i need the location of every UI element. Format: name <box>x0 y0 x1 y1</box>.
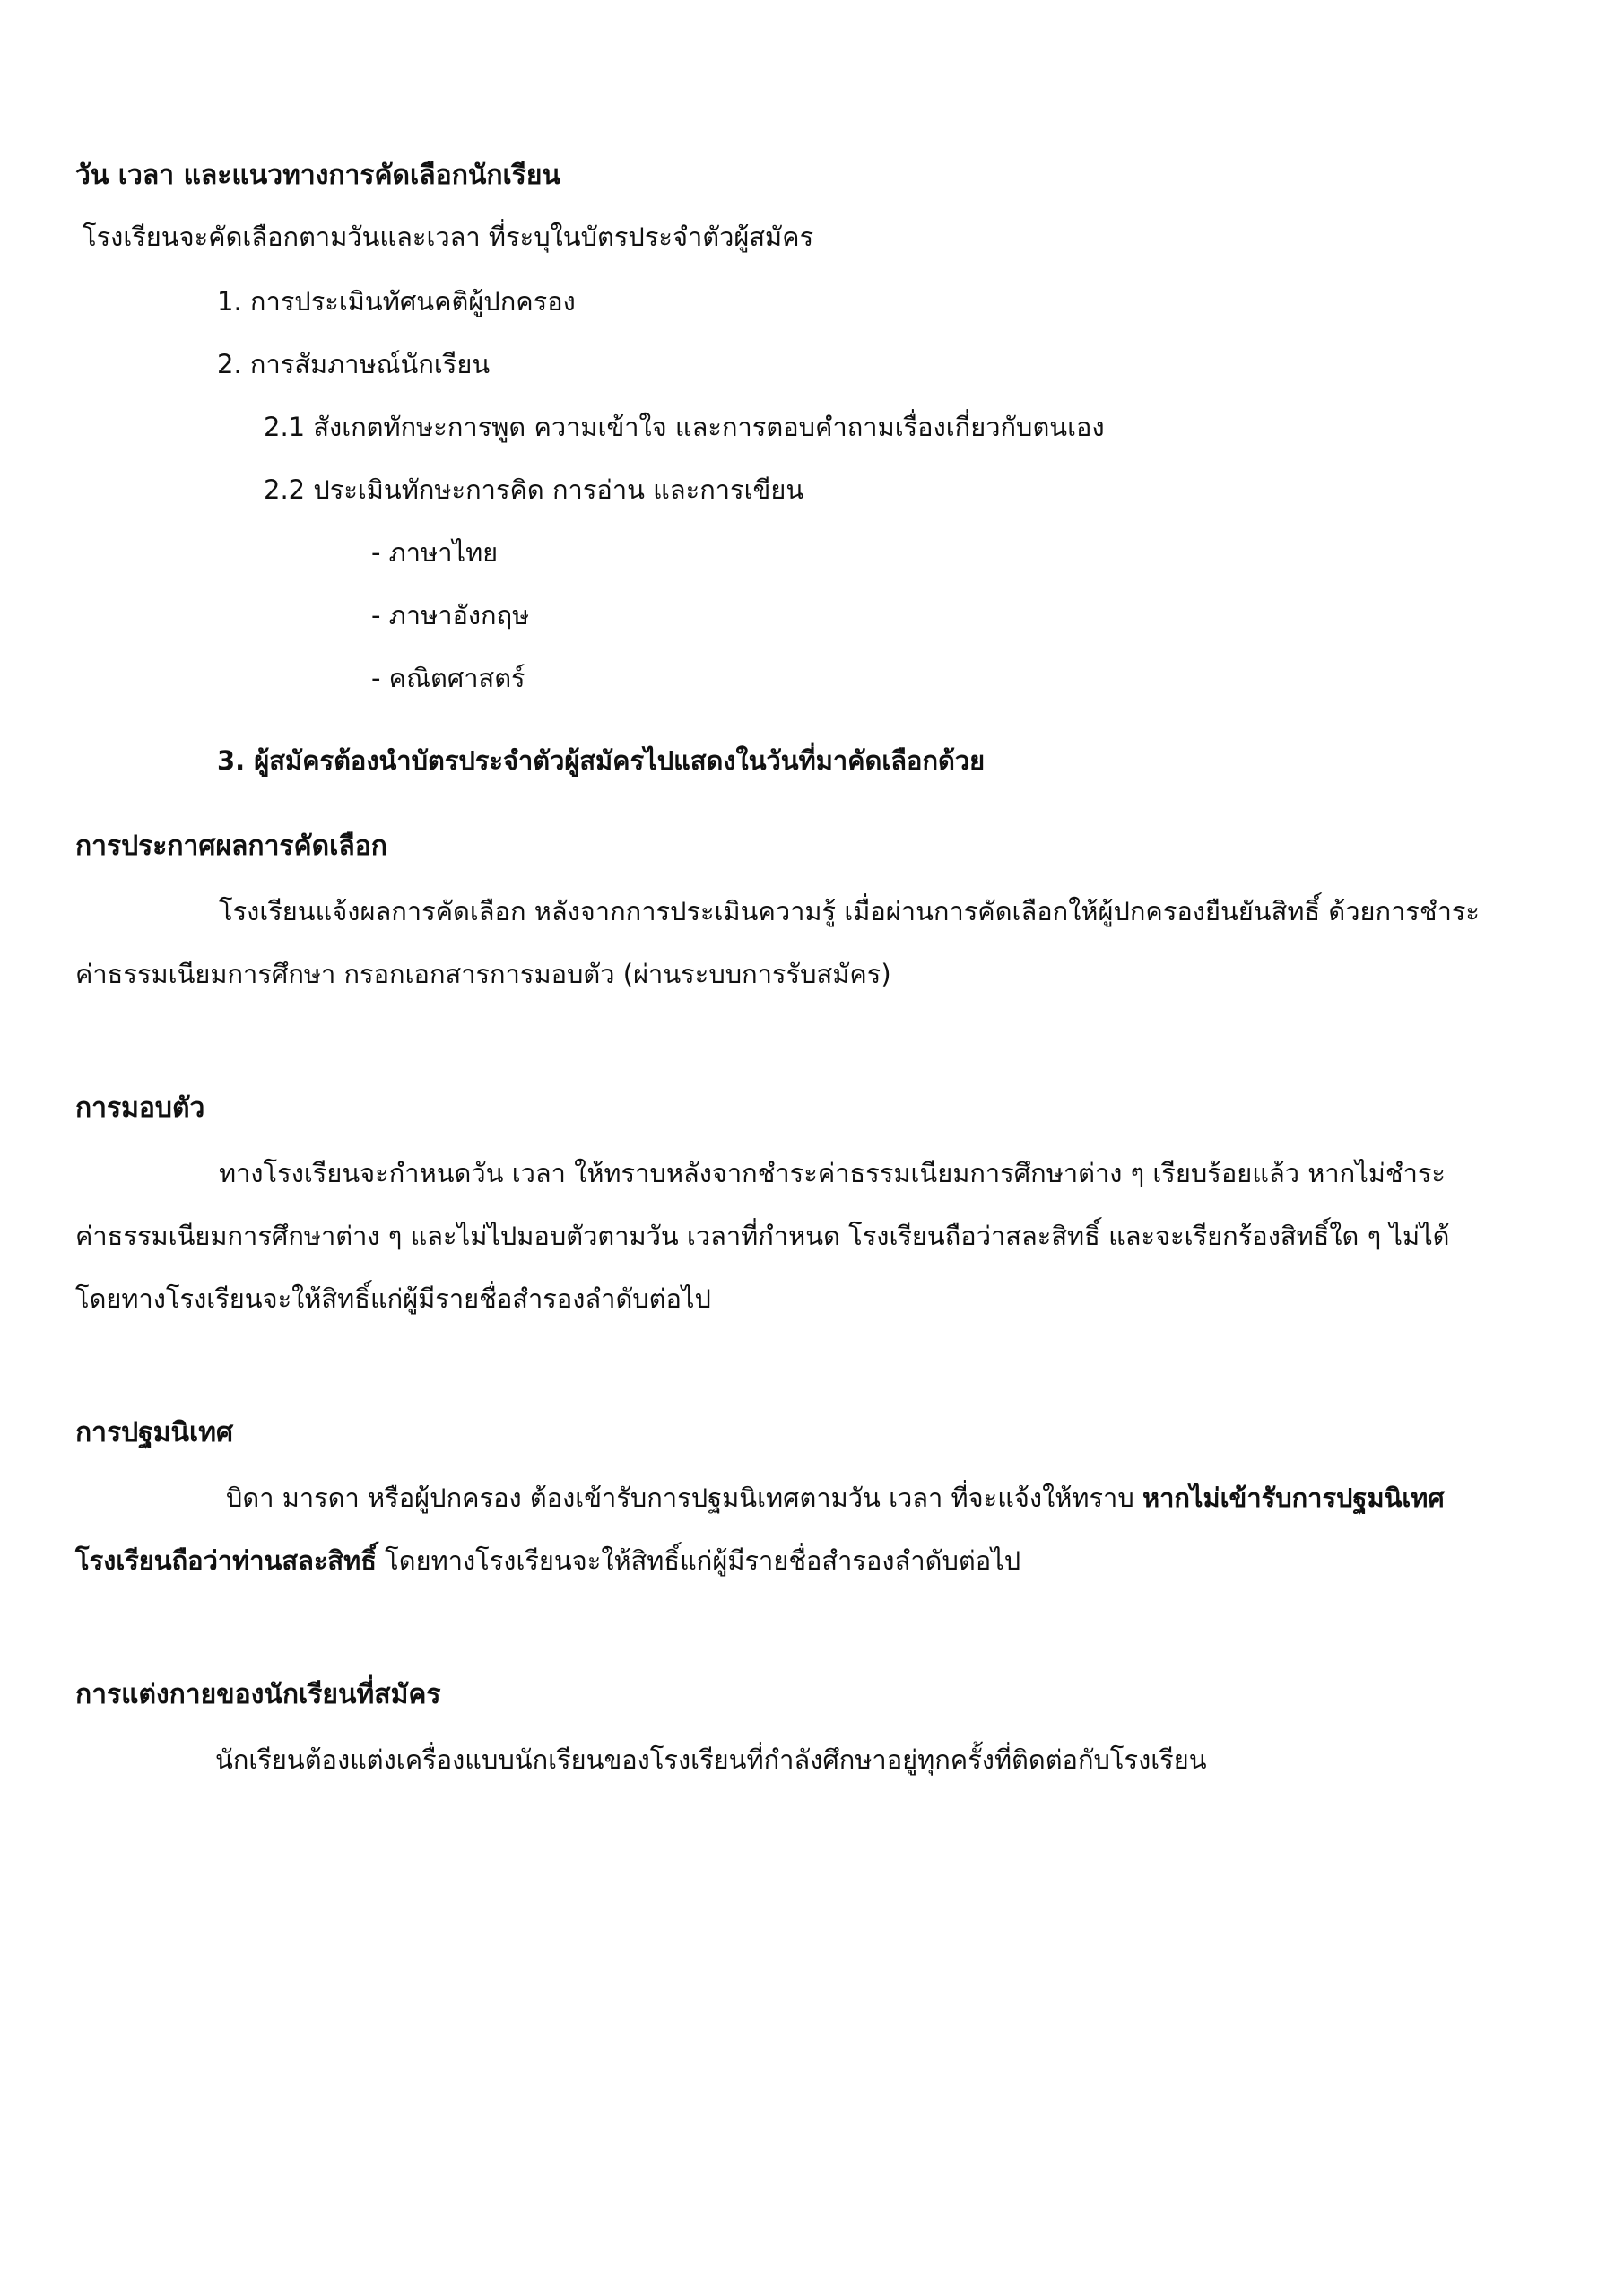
orientation-line-2 <box>75 1543 1020 1578</box>
subject-english: - ภาษาอังกฤษ <box>371 600 530 631</box>
announcement-line-1: โรงเรียนแจ้งผลการคัดเลือก หลังจากการประเมินความรู้ เมื่อผ่านการคัดเลือกให้ผู้ปกครองยืนยันสิทธิ์ ด้วยการชำระ <box>219 896 1481 926</box>
enrollment-heading: การมอบตัว <box>75 1092 205 1124</box>
enrollment-line-3: โดยทางโรงเรียนจะให้สิทธิ์แก่ผู้มีรายชื่อสำรองลำดับต่อไป <box>75 1283 711 1314</box>
selection-heading: วัน เวลา และแนวทางการคัดเลือกนักเรียน <box>75 160 560 191</box>
orientation-line-2-emphasis: โรงเรียนถือว่าท่านสละสิทธิ์ <box>75 1545 377 1576</box>
orientation-line-1 <box>226 1480 1445 1516</box>
orientation-line-2-text: โดยทางโรงเรียนจะให้สิทธิ์แก่ผู้มีรายชื่อสำรองลำดับต่อไป <box>376 1545 1021 1576</box>
list-item-2-2: 2.2 ประเมินทักษะการคิด การอ่าน และการเขียน <box>264 474 804 505</box>
orientation-heading: การปฐมนิเทศ <box>75 1417 234 1448</box>
orientation-line-1-emphasis: หากไม่เข้ารับการปฐมนิเทศ <box>1142 1483 1445 1513</box>
subject-math: - คณิตศาสตร์ <box>371 663 525 693</box>
subject-thai: - ภาษาไทย <box>371 537 499 568</box>
dress-line-1: นักเรียนต้องแต่งเครื่องแบบนักเรียนของโรงเรียนที่กำลังศึกษาอยู่ทุกครั้งที่ติดต่อกับโรงเรียน <box>215 1744 1207 1775</box>
enrollment-line-1: ทางโรงเรียนจะกำหนดวัน เวลา ให้ทราบหลังจากชำระค่าธรรมเนียมการศึกษาต่าง ๆ เรียบร้อยแล้ว หากไม่ชำระ <box>219 1158 1446 1188</box>
list-item-2: 2. การสัมภาษณ์นักเรียน <box>217 349 491 379</box>
selection-intro: โรงเรียนจะคัดเลือกตามวันและเวลา ที่ระบุในบัตรประจำตัวผู้สมัคร <box>83 222 814 252</box>
list-item-1: 1. การประเมินทัศนคติผู้ปกครอง <box>217 286 576 317</box>
list-item-3: 3. ผู้สมัครต้องนำบัตรประจำตัวผู้สมัครไปแสดงในวันที่มาคัดเลือกด้วย <box>217 745 986 776</box>
enrollment-line-2: ค่าธรรมเนียมการศึกษาต่าง ๆ และไม่ไปมอบตัวตามวัน เวลาที่กำหนด โรงเรียนถือว่าสละสิทธิ์ และจะเรียกร้องสิทธิ์ใด ๆ ไม่ได้ <box>75 1221 1450 1251</box>
list-item-2-1: 2.1 สังเกตทักษะการพูด ความเข้าใจ และการตอบคำถามเรื่องเกี่ยวกับตนเอง <box>264 412 1105 442</box>
orientation-line-1-text: บิดา มารดา หรือผู้ปกครอง ต้องเข้ารับการปฐมนิเทศตามวัน เวลา ที่จะแจ้งให้ทราบ <box>226 1483 1142 1513</box>
dress-heading: การแต่งกายของนักเรียนที่สมัคร <box>75 1679 441 1710</box>
announcement-line-2: ค่าธรรมเนียมการศึกษา กรอกเอกสารการมอบตัว (ผ่านระบบการรับสมัคร) <box>75 959 891 989</box>
announcement-heading: การประกาศผลการคัดเลือก <box>75 831 387 862</box>
